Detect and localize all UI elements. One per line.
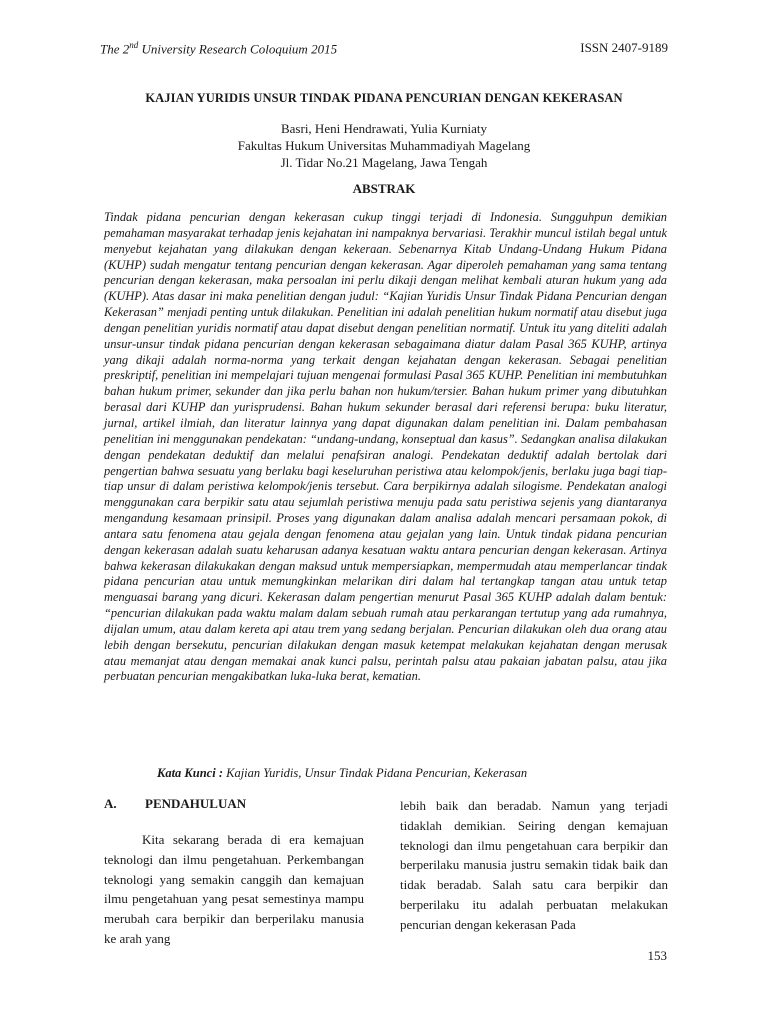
body-paragraph: Kita sekarang berada di era kemajuan teknologi dan ilmu pengetahuan. Perkembangan teknologi yang semakin canggih dan kemajuan ilmu pengetahuan yang pesat semestinya mampu merubah cara berpikir dan berperilaku manusia ke arah yang: [104, 832, 364, 946]
keywords-text: Kajian Yuridis, Unsur Tindak Pidana Pencurian, Kekerasan: [226, 766, 528, 780]
body-paragraph-continued: lebih baik dan beradab. Namun yang terjadi tidaklah demikian. Seiring dengan kemajuan teknologi dan ilmu pengetahuan cara berpikir dan berperilaku manusia justru semakin tidak baik dan tidak beradab. Salah satu cara berpikir dan berperilaku itu adalah perbuatan melakukan pencurian dengan kekerasan Pada: [400, 798, 668, 932]
paper-title: KAJIAN YURIDIS UNSUR TINDAK PIDANA PENCURIAN DENGAN KEKERASAN: [145, 91, 623, 105]
section-heading: [104, 796, 364, 812]
section-title: PENDAHULUAN: [145, 796, 247, 811]
page-number: 153: [647, 948, 667, 963]
author-names: Basri, Heni Hendrawati, Yulia Kurniaty: [280, 121, 488, 136]
right-column: [400, 796, 668, 935]
abstract-heading: ABSTRAK: [352, 181, 416, 196]
conference-name: The 2nd University Research Coloquium 2015: [100, 40, 338, 57]
keywords-label: Kata Kunci :: [157, 766, 223, 780]
section-number: A.: [104, 796, 117, 811]
author-address: Jl. Tidar No.21 Magelang, Jawa Tengah: [280, 155, 488, 170]
running-header: [100, 40, 668, 57]
left-column: [104, 796, 364, 949]
abstract-text: Tindak pidana pencurian dengan kekerasan cukup tinggi terjadi di Indonesia. Sungguhpun demikian pemahaman masyarakat terhadap jenis kejahatan ini nampaknya bervariasi. Terakhir muncul istilah begal untuk menyebut kejahatan yang dilakukan dengan kekeraan. Sebenarnya Kitab Undang-Undang Hukum Pidana (KUHP) sudah mengatur tentang pencurian dengan kekerasan. Agar diperoleh pemahaman yang sama tentang pencurian dengan kekerasan, maka persoalan ini perlu dikaji dengan melihat kembali aturan hukum yang ada (KUHP). Atas dasar ini maka penelitian dengan judul: “Kajian Yuridis Unsur Tindak Pidana Pencurian dengan Kekerasan” menjadi penting untuk dilakukan. Penelitian ini adalah penelitian hukum normatif atau disebut juga dengan penelitian yuridis normatif atau dapat disebut dengan penelitian normatif. Untuk itu yang diteliti adalah unsur-unsur tindak pidana pencurian dengan kekerasan sebagaimana diatur dalam Pasal 365 KUHP, artinya yang dikaji adalah norma-norma yang terkait dengan kejahatan dengan kekerasan. Sebagai penelitian preskriptif, penelitian ini mempelajari tujuan mengenai formulasi Pasal 365 KUHP. Penelitian ini membutuhkan bahan hukum primer, sekunder dan jika perlu bahan non hukum/tersier. Bahan hukum primer yang dibutuhkan berasal dari KUHP dan yurisprudensi. Bahan hukum sekunder berasal dari referensi berupa: buku literatur, jurnal, artikel ilmiah, dan literatur lainnya yang dapat digunakan dalam penelitian ini. Dalam pembahasan penelitian ini menggunakan pendekatan: “undang-undang, konseptual dan kasus”. Sedangkan analisa dilakukan dengan pendekatan deduktif dan melalui penafsiran analogi. Pendekatan deduktif adalah bertolak dari pengertian bahwa sesuatu yang berlaku bagi keseluruhan peristiwa atau kelompok/jenis, berlaku juga bagi tiap-tiap unsur di dalam peristiwa kelompok/jenis tersebut. Cara berpikirnya adalah silogisme. Pendekatan analogi menggunakan cara berpikir satu atau sejumlah peristiwa menuju pada satu peristiwa sejenis yang diantaranya mengandung kesamaan prinsipil. Proses yang digunakan dalam analisa adalah mencari persamaan pokok, di antara satu fenomena atau gejala dengan fenomena atau gejalan yang lain. Untuk tindak pidana pencurian dengan kekerasan adalah suatu keharusan adanya kesatuan waktu antara pencurian dengan kekerasan. Artinya bahwa kekerasan dilakukakan dengan maksud untuk mempersiapkan, mempermudah atau memperlancar tindak pidana pencurian atau untuk memungkinkan melarikan diri dalam hal tertangkap tangan atau untuk tetap menguasai barang yang dicuri. Kekerasan dalam pengertian menurut Pasal 365 KUHP adalah dalam bentuk: “pencurian dilakukan pada waktu malam dalam sebuah rumah atau perkarangan tertutup yang ada rumahnya, dijalan umum, atau dalam kereta api atau trem yang sedang berjalan. Pencurian dilakukan oleh dua orang atau lebih dengan bersekutu, pencurian dilakukan dengan masuk ketempat melakukan kejahatan dengan merusak atau memanjat atau dengan memakai anak kunci palsu, perintah palsu atau pakaian jabatan palsu, atau jika perbuatan pencurian mengakibatkan luka-luka berat, kematian.: [104, 210, 667, 684]
author-affiliation: Fakultas Hukum Universitas Muhammadiyah Magelang: [237, 138, 531, 153]
keywords: [157, 766, 668, 781]
author-block: [80, 120, 688, 171]
issn: ISSN 2407-9189: [580, 40, 668, 55]
